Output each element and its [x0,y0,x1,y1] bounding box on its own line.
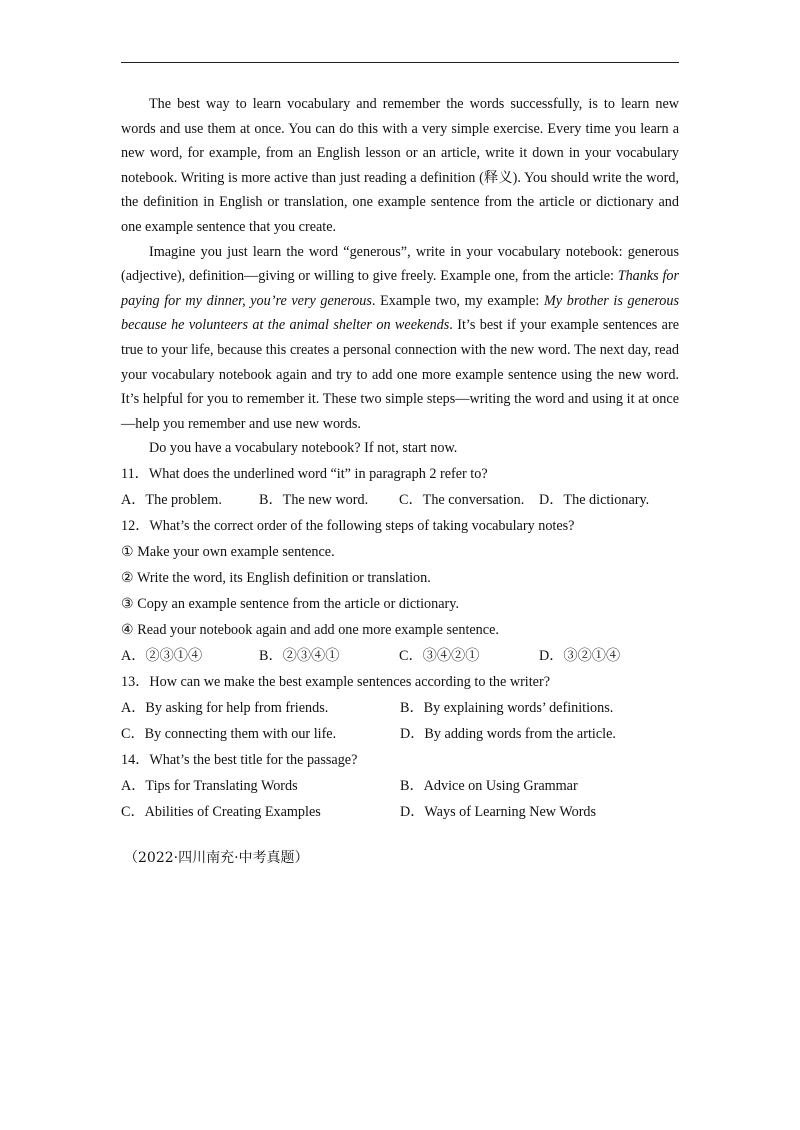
question-12-step-1: ① Make your own example sentence. [121,543,335,560]
example-sentence-1: Thanks for paying for my dinner, you’re very generous [121,268,679,309]
question-13-options-row-1 [121,695,679,721]
question-14-option-c[interactable]: C．Abilities of Creating Examples [121,803,321,820]
paragraph-1: The best way to learn vocabulary and remember the words successfully, is to learn new words and use them at once. You can do this with a very simple exercise. Every time you learn a new word, for example, from an English lesson or an article, write it down in your vocabulary notebook. Writing is more active than just reading a definition (释义). You should write the word, the definition in English or translation, one example sentence from the article or dictionary and one example sentence that you create. [121,96,679,235]
paragraph-3: Do you have a vocabulary notebook? If not, start now. [149,440,458,457]
question-11-option-a[interactable]: A．The problem. [121,491,222,508]
document-body [121,92,679,825]
question-12-stem: 12．What’s the correct order of the following steps of taking vocabulary notes? [121,517,575,534]
question-12-step-3: ③ Copy an example sentence from the article or dictionary. [121,595,459,612]
paragraph-2-text-c: . It’s best if your example sentences are true to your life, because this creates a personal connection with the new word. The next day, read your vocabulary notebook again and try to add one more example sentence using the new word. It’s helpful for you to remember it. These two simple steps—writing the word and using it at once—help you remember and use new words. [121,317,680,432]
question-13-option-a[interactable]: A．By asking for help from friends. [121,699,329,716]
question-14-options-row-2 [121,799,679,825]
question-11-option-c[interactable]: C．The conversation. [399,491,525,508]
question-14-option-d[interactable]: D．Ways of Learning New Words [400,803,597,820]
question-11-stem: 11．What does the underlined word “it” in paragraph 2 refer to? [121,465,488,482]
question-13-options-row-2 [121,721,679,747]
source-citation: （2022·四川南充·中考真题） [124,850,309,866]
question-14-option-a[interactable]: A．Tips for Translating Words [121,777,298,794]
question-11-option-d[interactable]: D．The dictionary. [539,491,650,508]
question-13-option-d[interactable]: D．By adding words from the article. [400,725,616,742]
question-13-option-c[interactable]: C．By connecting them with our life. [121,725,337,742]
question-14-option-b[interactable]: B．Advice on Using Grammar [400,777,578,794]
question-13-stem: 13．How can we make the best example sentences according to the writer? [121,673,551,690]
question-14-stem: 14．What’s the best title for the passage? [121,751,358,768]
question-12-options [121,643,679,669]
question-12-step-4: ④ Read your notebook again and add one more example sentence. [121,621,499,638]
header-rule [121,62,679,63]
paragraph-2-text-b: . Example two, my example: [371,292,544,309]
question-12-option-b[interactable]: B．②③④① [259,647,340,664]
paragraph-2 [121,240,679,437]
question-13-option-b[interactable]: B．By explaining words’ definitions. [400,699,614,716]
question-12-option-d[interactable]: D．③②①④ [539,647,621,664]
question-12-step-2: ② Write the word, its English definition or translation. [121,569,431,586]
question-12-option-a[interactable]: A．②③①④ [121,647,203,664]
question-12-option-c[interactable]: C．③④②① [399,647,480,664]
question-11-option-b[interactable]: B．The new word. [259,491,369,508]
paragraph-2-text-a: Imagine you just learn the word “generous”, write in your vocabulary notebook: generous (adjective), definition—giving or willing to give freely. Example one, from the article: [121,243,679,285]
question-11-options [121,487,679,513]
example-sentence-2: My brother is generous because he volunteers at the animal shelter on weekends [121,292,679,334]
question-14-options-row-1 [121,773,679,799]
